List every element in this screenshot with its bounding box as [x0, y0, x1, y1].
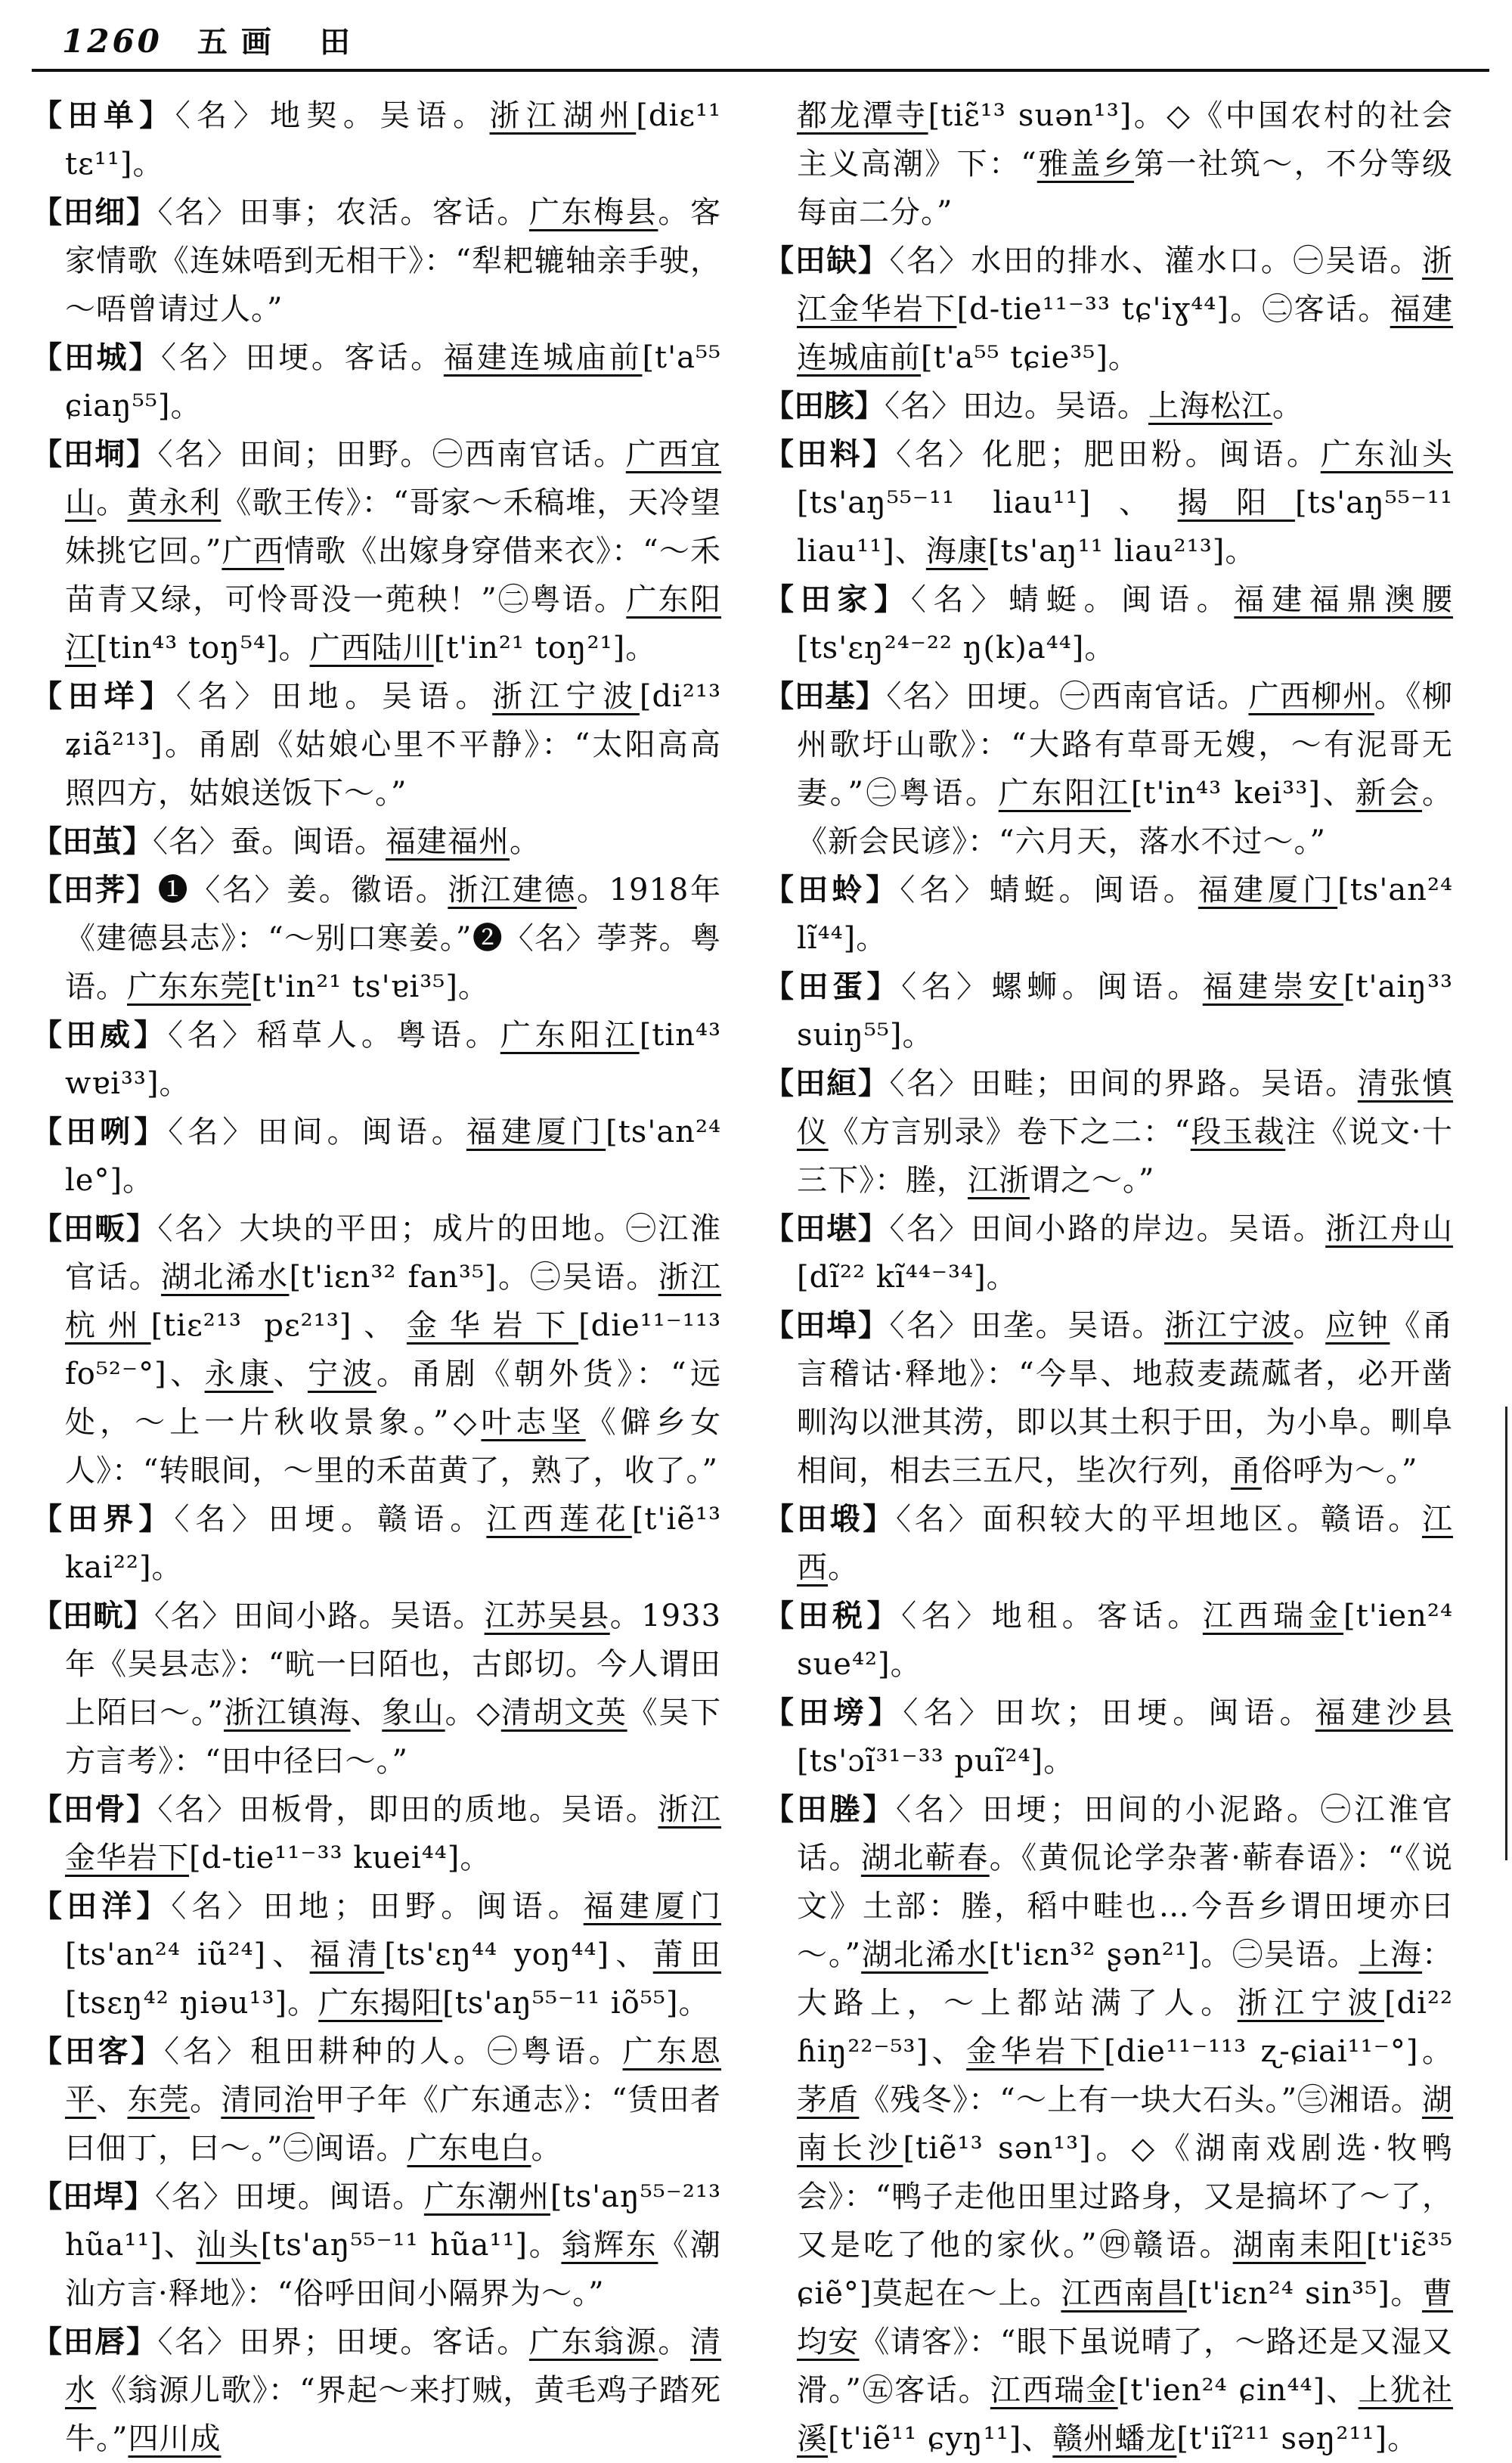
entry-text: [ts'ɛŋ²⁴⁻²² ŋ(k)a⁴⁴]。: [797, 631, 1116, 665]
entry-text: 。: [510, 824, 541, 859]
entry-headword: 【田单】: [32, 98, 175, 133]
proper-noun: 福建厦门: [466, 1115, 606, 1149]
proper-noun: 赣州蟠龙: [1052, 2421, 1177, 2456]
entry-headword: 【田茧】: [32, 824, 153, 859]
proper-noun: 湖北浠水: [161, 1260, 290, 1295]
entry-text: 〈名〉田垄。吴语。: [889, 1308, 1165, 1343]
entry-text: [die¹¹⁻¹¹³ ʐ-ɕiai¹¹⁻°]。: [1104, 2034, 1453, 2069]
dict-entry: [764, 1592, 1453, 1689]
entry-headword: 【田咧】: [32, 1114, 169, 1149]
entry-headword: 【田威】: [32, 1017, 168, 1053]
entry-text: 〈名〉面积较大的平坦地区。赣语。: [896, 1502, 1422, 1537]
dict-entry: [32, 2318, 721, 2463]
proper-noun: 叶志坚: [481, 1405, 586, 1440]
entry-headword: 【田基】: [764, 678, 887, 714]
proper-noun: 应钟: [1325, 1308, 1390, 1343]
entry-headword: 【田堪】: [764, 1211, 890, 1246]
proper-noun: 广东恩平: [65, 2034, 721, 2117]
proper-noun: 浙江宁波: [1237, 1986, 1384, 2021]
dict-entry: [32, 1592, 721, 1785]
proper-noun: 湖南长沙: [797, 2083, 1453, 2166]
proper-noun: 象山: [382, 1695, 445, 1730]
proper-noun: 广东阳江: [65, 582, 721, 665]
entry-headword: 【田家】: [764, 582, 911, 617]
entry-text: 。: [1272, 389, 1303, 423]
proper-noun: 莆田: [652, 1937, 722, 1972]
proper-noun: 海康: [925, 534, 988, 569]
proper-noun: 新会: [1356, 776, 1423, 811]
dict-entry: [32, 2027, 721, 2173]
proper-noun: 福建连城庙前: [443, 340, 643, 375]
entry-headword: 【田塅】: [764, 1501, 896, 1537]
proper-noun: 福建沙县: [1315, 1695, 1454, 1730]
proper-noun: 翁辉东: [561, 2228, 658, 2263]
entry-headword: 【田垾】: [32, 2179, 156, 2214]
entry-text: [t'iɛn³² ʂən²¹]。㊁吴语。: [988, 1937, 1359, 1972]
entry-text: 〈名〉田埂。客话。: [161, 340, 444, 375]
entry-text: 〈名〉螺蛳。闽语。: [901, 969, 1203, 1004]
entry-text: 。: [828, 1550, 859, 1585]
proper-noun: 茅盾: [797, 2083, 860, 2117]
dict-entry-continuation: [764, 92, 1453, 237]
proper-noun: 广东阳江: [998, 776, 1131, 811]
entry-text: [tin⁴³ wɐi³³]。: [65, 1018, 722, 1101]
proper-noun: 福建厦门: [1198, 873, 1338, 907]
entry-text: [ts'aŋ⁵⁵⁻¹¹ hũa¹¹]。: [260, 2228, 562, 2263]
entry-text: 、: [273, 1357, 308, 1391]
proper-noun: 广东东莞: [127, 969, 251, 1004]
dict-entry: [32, 1495, 721, 1592]
proper-noun: 清同治: [221, 2083, 315, 2117]
proper-noun: 福建厦门: [583, 1889, 722, 1924]
dict-entry: [32, 2173, 721, 2318]
proper-noun: 广东梅县: [528, 195, 658, 230]
proper-noun: 福清: [309, 1937, 385, 1972]
dict-entry: [32, 1011, 721, 1108]
proper-noun: 广东翁源: [528, 2325, 658, 2359]
entry-text: [d-tie¹¹⁻³³ tɕ'iɣ⁴⁴]。㊁客话。: [956, 292, 1390, 327]
entry-headword: 【田界】: [32, 1501, 175, 1537]
dict-entry: [764, 1301, 1453, 1495]
entry-text: 。1918年《建德县志》：“～别口寒姜。”❷〈名〉荸荠。粤语。: [65, 873, 722, 1004]
dict-entry: [32, 333, 721, 430]
proper-noun: 江苏吴县: [484, 1599, 610, 1633]
proper-noun: 福建福州: [386, 824, 510, 859]
entry-text: [d-tie¹¹⁻³³ kuei⁴⁴]。: [189, 1841, 491, 1875]
entry-text: [t'a⁵⁵ tɕie³⁵]。: [921, 340, 1139, 375]
entry-text: [diɛ¹¹ tɛ¹¹]。: [65, 98, 722, 181]
proper-noun: 金华岩下: [966, 2034, 1105, 2069]
entry-text: [tsɛŋ⁴² ŋiəu¹³]。: [65, 1986, 319, 2021]
proper-noun: 广西: [222, 534, 284, 569]
entry-text: [tiɛ̃¹³ suən¹³]。◇《中国农村的社会主义高潮》下：“: [797, 98, 1453, 181]
proper-noun: 江西瑞金: [1202, 1599, 1344, 1633]
proper-noun: 甬: [1231, 1453, 1262, 1488]
entry-text: 注《说文·十三下》：塍，: [797, 1115, 1454, 1198]
page-number: 1260: [62, 23, 163, 60]
proper-noun: 广东潮州: [423, 2179, 550, 2214]
dict-entry: [32, 430, 721, 672]
entry-text: 〈名〉蜻蜓。闽语。: [900, 873, 1198, 907]
page-edge-line: [1505, 1407, 1507, 1860]
dict-entry: [32, 1108, 721, 1205]
proper-noun: 四川成: [128, 2421, 222, 2456]
entry-text: 〈名〉田板骨，即田的质地。吴语。: [157, 1792, 658, 1827]
entry-headword: 【田垌】: [32, 436, 158, 472]
entry-text: 《歌王传》：“哥家～禾稿堆，天冷望妹挑它回。”: [65, 485, 722, 569]
entry-text: [t'iẽ¹³ kai²²]。: [65, 1502, 722, 1585]
dict-entry: [764, 1205, 1453, 1301]
entry-headword: 【田塍】: [764, 1791, 896, 1827]
entry-text: 。客家情歌《连妹唔到无相干》：“犁耙辘轴亲手驶，～唔曾请过人。”: [65, 195, 722, 327]
entry-text: 〈名〉田埂。闽语。: [155, 2179, 424, 2214]
entry-headword: 【田垟】: [32, 678, 176, 714]
entry-text: 《吴下方言考》：“田中径曰～。”: [65, 1695, 722, 1779]
dict-entry: [764, 1785, 1453, 2463]
entry-text: 《翁源儿歌》：“界起～来打贼，黄毛鸡子踏死牛。”: [65, 2373, 721, 2456]
entry-text: 。: [1293, 1308, 1326, 1343]
entry-text: 〈名〉田间。闽语。: [168, 1115, 466, 1149]
entry-text: 第一社筑～，不分等级每亩二分。”: [797, 147, 1454, 230]
proper-noun: 福建福鼎澳腰: [1234, 582, 1454, 617]
entry-text: 《潮汕方言·释地》：“俗呼田间小隔界为～。”: [65, 2228, 722, 2311]
entry-text: 《残冬》：“～上有一块大石头。”㊂湘语。: [859, 2083, 1422, 2117]
entry-text: [die¹¹⁻¹¹³ fo⁵²⁻°]、: [65, 1308, 722, 1391]
entry-text: 情歌《出嫁身穿借来衣》：“～禾苗青又绿，可怜哥没一蔸秧！”㊁粤语。: [65, 534, 722, 617]
proper-noun: 江浙: [968, 1163, 1030, 1198]
entry-text: 。《柳州歌圩山歌》：“大路有草哥无嫂，～有泥哥无妻。”㊁粤语。: [797, 679, 1454, 811]
entry-text: [tiẽ¹³ sən¹³]。◇《湖南戏剧选·牧鸭会》：“鸭子走他田里过路身，又是搞坏了～了，又是吃了他的家伙。”㊃赣语。: [797, 2131, 1453, 2263]
proper-noun: 江西南昌: [1061, 2276, 1187, 2311]
proper-noun: 浙江湖州: [489, 98, 637, 133]
proper-noun: 曹均安: [797, 2276, 1453, 2359]
entry-text: 。: [658, 2325, 691, 2359]
entry-text: 〈名〉田间小路。吴语。: [154, 1599, 485, 1633]
proper-noun: 东莞: [127, 2083, 191, 2117]
entry-headword: 【田骨】: [32, 1791, 158, 1827]
entry-text: 〈名〉水田的排水、灌水口。㊀吴语。: [889, 244, 1423, 278]
entry-text: [t'in⁴³ kei³³]、: [1130, 776, 1356, 811]
proper-noun: 广西宜山: [65, 437, 722, 520]
proper-noun: 金华岩下: [406, 1308, 579, 1343]
stroke-section-label: 五画: [197, 24, 285, 60]
proper-noun: 永康: [204, 1357, 274, 1391]
entry-headword: 【田蛋】: [764, 969, 902, 1004]
header-rule: [32, 69, 1489, 72]
entry-text: 〈名〉蚕。闽语。: [153, 824, 386, 859]
entry-text: 〈名〉田埂；田间的小泥路。㊀江淮官话。: [797, 1792, 1453, 1875]
entry-text: [ts'aŋ⁵⁵⁻¹¹ liau¹¹]、: [797, 485, 1454, 569]
proper-noun: 上犹社溪: [797, 2373, 1454, 2456]
dict-entry: [764, 1689, 1453, 1785]
entry-text: [ts'an²⁴ iũ²⁴]、: [65, 1937, 310, 1972]
proper-noun: 浙江建德: [448, 873, 577, 907]
entry-text: [tin⁴³ toŋ⁵⁴]。: [96, 631, 310, 665]
entry-text: [t'iẽ¹¹ ɕyŋ¹¹]、: [828, 2421, 1053, 2456]
dict-entry: [764, 382, 1453, 430]
dict-entry: [764, 430, 1453, 575]
entry-text: 。1933年《吴县志》：“㽘一曰陌也，古郎切。今人谓田上陌曰～。”: [65, 1599, 722, 1730]
entry-headword: 【田城】: [32, 340, 162, 375]
proper-noun: 广西陆川: [309, 631, 434, 665]
entry-text: 。: [190, 2083, 222, 2117]
entry-headword: 【田客】: [32, 2033, 164, 2069]
entry-text: 〈名〉田事；农活。客话。: [157, 195, 529, 230]
proper-noun: 清张慎仪: [797, 1066, 1454, 1149]
proper-noun: 揭阳: [1177, 485, 1295, 520]
dict-entry: [764, 237, 1453, 382]
entry-text: 〈名〉田地；田野。闽语。: [171, 1889, 584, 1924]
entry-text: 。◇: [445, 1695, 501, 1730]
entry-text: [ts'ɔĩ³¹⁻³³ puĩ²⁴]。: [797, 1744, 1075, 1779]
proper-noun: 广西柳州: [1248, 679, 1374, 714]
entry-text: 〈名〉田坎；田埂。闽语。: [903, 1695, 1315, 1730]
dict-entry: [764, 1495, 1453, 1592]
dict-entry: [32, 817, 721, 866]
dict-entry: [764, 672, 1453, 866]
entry-text: 。甬剧《朝外货》：“远处，～上一片秋收景象。”◇: [65, 1357, 722, 1440]
entry-text: [t'in²¹ toŋ²¹]。: [433, 631, 657, 665]
entry-text: 〈名〉地租。客话。: [901, 1599, 1203, 1633]
entry-text: 〈名〉租田耕种的人。㊀粤语。: [164, 2034, 623, 2069]
proper-noun: 浙江镇海: [223, 1695, 351, 1730]
entry-headword: 【田胲】: [764, 388, 885, 423]
entry-text: 〈名〉田边。吴语。: [885, 389, 1148, 423]
proper-noun: 福建崇安: [1202, 969, 1343, 1004]
entry-text: 《僻乡女人》：“转眼间，～里的禾苗黄了，熟了，收了。”: [65, 1405, 721, 1488]
dict-entry: [764, 575, 1453, 672]
entry-text: [ts'ɛŋ⁴⁴ yoŋ⁴⁴]、: [384, 1937, 653, 1972]
entry-text: 〈名〉田间小路的岸边。吴语。: [889, 1211, 1326, 1246]
two-column-text: [32, 92, 1489, 2463]
proper-noun: 江西莲花: [486, 1502, 632, 1537]
proper-noun: 浙江宁波: [492, 679, 640, 714]
entry-text: 。: [96, 485, 128, 520]
proper-noun: 清水: [65, 2325, 722, 2408]
entry-text: [ts'an²⁴ lĩ⁴⁴]。: [797, 873, 1454, 956]
entry-text: [dĩ²² kĩ⁴⁴⁻³⁴]。: [797, 1260, 1018, 1295]
proper-noun: 浙江金华岩下: [65, 1792, 722, 1875]
entry-text: 〈名〉田埂。㊀西南官话。: [886, 679, 1249, 714]
running-head: [32, 14, 1489, 69]
entry-text: [di²² ɦiŋ²²⁻⁵³]、: [797, 1986, 1454, 2069]
entry-text: 〈名〉田畦；田间的界路。吴语。: [889, 1066, 1358, 1101]
proper-noun: 上海松江: [1148, 389, 1272, 423]
entry-text: 〈名〉田埂。赣语。: [174, 1502, 487, 1537]
dict-entry: [764, 963, 1453, 1059]
entry-headword: 【田荠】: [32, 872, 158, 907]
proper-noun: 湖南耒阳: [1232, 2228, 1366, 2263]
entry-text: ：大路上，～上都站满了人。: [797, 1937, 1454, 2021]
entry-text: [t'aiŋ³³ suiŋ⁵⁵]。: [797, 969, 1454, 1053]
proper-noun: 段玉裁: [1190, 1115, 1286, 1149]
dict-entry: [32, 1205, 721, 1495]
entry-text: 〈名〉田界；田埂。客话。: [157, 2325, 529, 2359]
entry-text: 。《新会民谚》：“六月天，落水不过～。”: [797, 776, 1454, 859]
entry-text: 《方言别录》卷下之二：“: [828, 1115, 1191, 1149]
entry-text: [t'iɛn²⁴ sin³⁵]。: [1186, 2276, 1422, 2311]
proper-noun: 浙江舟山: [1325, 1211, 1454, 1246]
entry-text: 〈名〉大块的平田；成片的田地。㊀江淮官话。: [65, 1211, 722, 1295]
proper-noun: 清胡文英: [500, 1695, 627, 1730]
proper-noun: 黄永利: [127, 485, 222, 520]
proper-noun: 汕头: [196, 2228, 261, 2263]
proper-noun: 广东阳江: [500, 1018, 640, 1053]
entry-text: 、: [96, 2083, 128, 2117]
proper-noun: 江西瑞金: [990, 2373, 1118, 2408]
entry-text: [ts'aŋ⁵⁵⁻¹¹ liau¹¹]、: [797, 485, 1178, 520]
dict-entry: [32, 672, 721, 817]
entry-text: 甲子年《广东通志》：“赁田者曰佃丁，曰～。”㊁闽语。: [65, 2083, 722, 2166]
entry-headword: 【田唇】: [32, 2324, 158, 2359]
entry-text: [t'iɛ̃³⁵ ɕiẽ°]莫起在～上。: [797, 2228, 1453, 2311]
dict-entry: [32, 92, 721, 188]
entry-text: 〈名〉化肥；肥田粉。闽语。: [896, 437, 1321, 472]
entry-text: 《请客》：“眼下虽说晴了，～路还是又湿又滑。”㊄客话。: [797, 2325, 1453, 2408]
entry-text: 〈名〉田地。吴语。: [175, 679, 493, 714]
dict-entry: [32, 1882, 721, 2027]
entry-text: 〈名〉蜻蜓。闽语。: [910, 582, 1235, 617]
entry-text: [t'a⁵⁵ ɕiaŋ⁵⁵]。: [65, 340, 722, 423]
entry-headword: 【田洋】: [32, 1888, 172, 1924]
proper-noun: 宁波: [308, 1357, 376, 1391]
right-column: [764, 92, 1453, 2463]
proper-noun: 广东揭阳: [318, 1986, 443, 2021]
entry-headword: 【田塝】: [764, 1695, 903, 1730]
entry-text: 。: [531, 2131, 562, 2166]
entry-headword: 【田缺】: [764, 243, 890, 278]
proper-noun: 湖北浠水: [861, 1937, 989, 1972]
proper-noun: 福建连城庙前: [797, 292, 1453, 375]
dict-entry: [32, 866, 721, 1011]
entry-headword: 【田料】: [764, 436, 896, 472]
entry-text: [di²¹³ ʑiã²¹³]。甬剧《姑娘心里不平静》：“太阳高高照四方，姑娘送饭下～。”: [65, 679, 722, 811]
dict-entry: [32, 188, 721, 333]
dict-entry: [764, 866, 1453, 963]
entry-text: 谓之～。”: [1030, 1163, 1155, 1198]
entry-text: [ts'aŋ⁵⁵⁻²¹³ hũa¹¹]、: [65, 2179, 722, 2263]
proper-noun: 都龙潭寺: [797, 98, 928, 133]
proper-noun: 广东电白: [407, 2131, 531, 2166]
entry-text: [ts'an²⁴ le°]。: [65, 1115, 722, 1198]
proper-noun: 雅盖乡: [1036, 147, 1135, 181]
entry-text: [t'ien²⁴ ɕin⁴⁴]、: [1117, 2373, 1359, 2408]
left-column: [32, 92, 721, 2463]
proper-noun: 浙江金华岩下: [797, 244, 1454, 327]
entry-text: 《甬言稽诂·释地》：“今旱、地菽麦蔬蓏者，必开凿甽沟以泄其涝，即以其土积于田，为小阜。甽阜相间，相去三五尺，坒次行列，: [797, 1308, 1454, 1488]
entry-text: [ts'aŋ¹¹ liau²¹³]。: [987, 534, 1256, 569]
proper-noun: 浙江杭州: [65, 1260, 722, 1343]
proper-noun: 广东汕头: [1320, 437, 1453, 472]
entry-headword: 【田埠】: [764, 1307, 890, 1343]
entry-text: 、: [350, 1695, 383, 1730]
entry-text: [t'ien²⁴ sue⁴²]。: [797, 1599, 1454, 1682]
dict-entry: [764, 1059, 1453, 1205]
entry-text: 。《黄侃论学杂著·蕲春语》：“《说文》土部：塍，稻中畦也…今吾乡谓田埂亦曰～。”: [797, 1841, 1454, 1972]
entry-headword: 【田细】: [32, 194, 158, 230]
entry-text: 〈名〉田间；田野。㊀西南官话。: [157, 437, 626, 472]
entry-text: [t'iɛn³² fan³⁵]。㊁吴语。: [289, 1260, 658, 1295]
entry-text: [t'in²¹ ts'ɐi³⁵]。: [251, 969, 489, 1004]
proper-noun: 上海: [1359, 1937, 1423, 1972]
entry-headword: 【田㽘】: [32, 1598, 155, 1633]
proper-noun: 湖北蕲春: [860, 1841, 990, 1875]
entry-text: [t'iĩ²¹¹ səŋ²¹¹]。: [1176, 2421, 1419, 2456]
entry-headword: 【田畈】: [32, 1211, 158, 1246]
entry-text: [ts'aŋ⁵⁵⁻¹¹ iõ⁵⁵]。: [442, 1986, 710, 2021]
entry-text: [tiɛ²¹³ pɛ²¹³]、: [150, 1308, 407, 1343]
dict-entry: [32, 1785, 721, 1882]
entry-headword: 【田税】: [764, 1598, 902, 1633]
proper-noun: 江西: [797, 1502, 1453, 1585]
entry-text: 〈名〉稻草人。粤语。: [167, 1018, 500, 1053]
entry-text: ❶〈名〉姜。徽语。: [157, 873, 448, 907]
proper-noun: 浙江宁波: [1164, 1308, 1294, 1343]
entry-text: 〈名〉地契。吴语。: [175, 98, 490, 133]
radical-character: 田: [319, 24, 350, 60]
entry-headword: 【田蛉】: [764, 872, 900, 907]
entry-headword: 【田絙】: [764, 1066, 890, 1101]
entry-text: 俗呼为～。”: [1262, 1453, 1418, 1488]
